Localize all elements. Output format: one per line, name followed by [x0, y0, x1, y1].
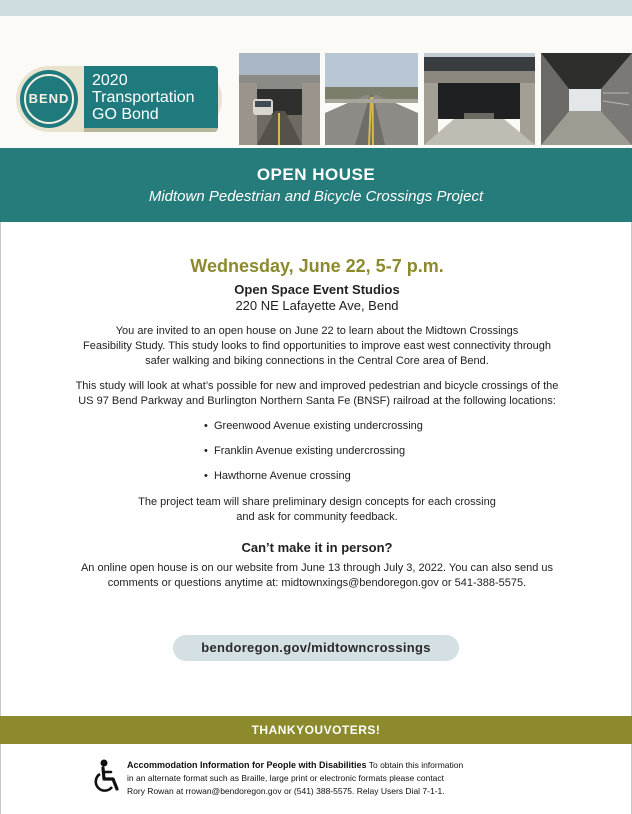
- header: [0, 16, 632, 148]
- study-paragraph: [1, 379, 632, 409]
- intro-line: Feasibility Study. This study looks to find opportunities to improve east west connectivity through: [83, 340, 551, 352]
- flyer-content: [0, 222, 632, 716]
- accommodation-text: [127, 759, 547, 798]
- go-bond-logo: [16, 66, 222, 132]
- logo-text-box: [84, 66, 218, 132]
- list-item: • Greenwood Avenue existing undercrossing: [204, 420, 423, 432]
- photo-road-undercrossing: [239, 53, 320, 145]
- top-accent-bar: [0, 0, 632, 16]
- study-line: This study will look at what’s possible for new and improved pedestrian and bicycle crossings of the: [75, 380, 559, 392]
- online-paragraph: [1, 561, 632, 591]
- logo-go-bond: GO Bond: [92, 106, 159, 123]
- location-text: Franklin Avenue existing undercrossing: [213, 445, 406, 457]
- accommodation-line: in an alternate format such as Braille, large print or electronic formats please contact: [127, 773, 445, 783]
- open-house-banner: [0, 148, 632, 222]
- emblem-text: BEND: [28, 91, 70, 106]
- team-line: and ask for community feedback.: [236, 511, 398, 523]
- banner-subtitle: Midtown Pedestrian and Bicycle Crossings Project: [148, 188, 484, 205]
- location-text: Hawthorne Avenue crossing: [213, 470, 351, 482]
- intro-line: You are invited to an open house on June 22 to learn about the Midtown Crossings: [115, 325, 519, 337]
- team-paragraph: [1, 495, 632, 525]
- accommodation-footer: [0, 744, 632, 814]
- photo-parkway-road: [325, 53, 418, 145]
- intro-line: safer walking and biking connections in the Central Core area of Bend.: [145, 355, 489, 367]
- banner-title: OPEN HOUSE: [256, 165, 376, 184]
- study-line: US 97 Bend Parkway and Burlington Northern Santa Fe (BNSF) railroad at the following locations:: [78, 395, 556, 407]
- photo-railroad-undercrossing: [424, 53, 535, 145]
- event-venue: Open Space Event Studios: [234, 282, 400, 297]
- website-link[interactable]: bendoregon.gov/midtowncrossings: [173, 635, 459, 661]
- logo-year: 2020: [92, 72, 128, 89]
- list-item: • Franklin Avenue existing undercrossing: [204, 445, 406, 457]
- cant-make-it-heading: Can’t make it in person?: [241, 540, 393, 555]
- location-text: Greenwood Avenue existing undercrossing: [213, 420, 423, 432]
- accommodation-heading: Accommodation Information for People with Disabilities: [127, 760, 367, 770]
- intro-paragraph: [1, 324, 632, 369]
- online-line: comments or questions anytime at: midtownxings@bendoregon.gov or 541-388-5575.: [107, 577, 527, 589]
- thank-you-voters-banner: THANKYOUVOTERS!: [0, 716, 632, 744]
- event-date: Wednesday, June 22, 5-7 p.m.: [190, 256, 444, 276]
- bend-emblem: [20, 70, 78, 128]
- accommodation-line: To obtain this information: [366, 760, 464, 770]
- accommodation-line: Rory Rowan at rrowan@bendoregon.gov or (541) 388-5575. Relay Users Dial 7-1-1.: [127, 786, 445, 796]
- logo-transportation: Transportation: [92, 89, 195, 106]
- wheelchair-icon: [92, 759, 122, 795]
- list-item: • Hawthorne Avenue crossing: [204, 470, 351, 482]
- event-address: 220 NE Lafayette Ave, Bend: [235, 298, 399, 313]
- photo-pedestrian-tunnel: [541, 53, 632, 145]
- online-line: An online open house is on our website from June 13 through July 3, 2022. You can also send us: [80, 562, 554, 574]
- team-line: The project team will share preliminary design concepts for each crossing: [138, 496, 496, 508]
